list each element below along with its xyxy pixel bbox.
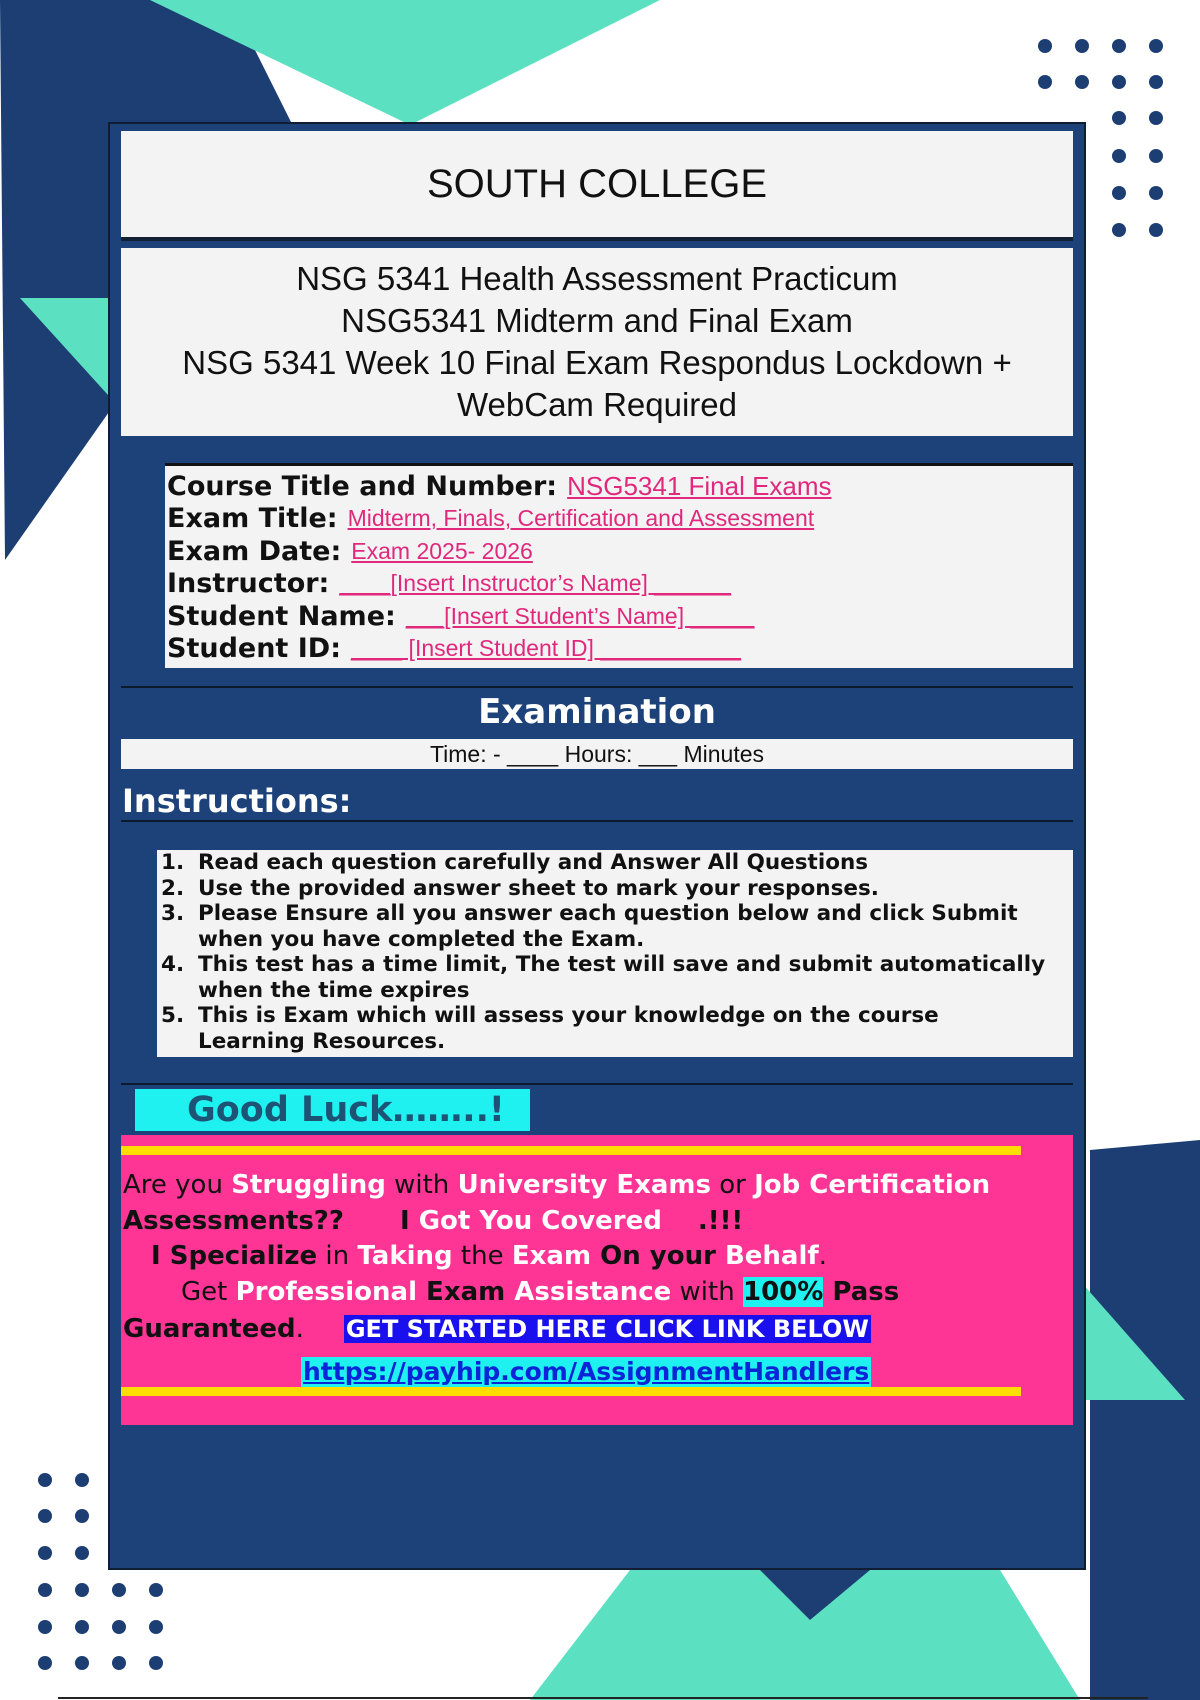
instruction-text — [198, 901, 1018, 952]
info-row-exam-title — [167, 503, 1073, 536]
promo-line-5 — [123, 1313, 871, 1345]
info-row-student-id — [167, 633, 1073, 666]
course-line: NSG5341 Midterm and Final Exam — [341, 302, 853, 339]
instruction-text — [198, 1003, 939, 1054]
payhip-link[interactable]: https://payhip.com/AssignmentHandlers — [303, 1357, 870, 1386]
exam-info-box — [165, 463, 1073, 668]
info-row-instructor — [167, 568, 1073, 601]
promo-text: Taking — [357, 1241, 453, 1271]
instructions-list — [161, 850, 1069, 1054]
instruction-text — [198, 952, 1045, 1003]
promo-text: Professional — [235, 1277, 417, 1307]
info-row-exam-date — [167, 535, 1073, 568]
instructions-box — [157, 850, 1073, 1057]
instruction-number: 5. — [161, 1003, 185, 1028]
promo-text: I — [151, 1241, 170, 1271]
instruction-item — [161, 876, 1069, 902]
instruction-line: when the time expires — [198, 977, 470, 1003]
instruction-line: Please Ensure all you answer each question below and click Submit — [198, 901, 1018, 926]
instruction-number: 4. — [161, 952, 185, 977]
promo-text: Pass — [823, 1277, 900, 1307]
instruction-line: Learning Resources. — [198, 1028, 446, 1054]
instruction-line: This is Exam which will assess your knowledge on the course — [198, 1003, 939, 1028]
course-title-box — [121, 248, 1073, 436]
instruction-item — [161, 850, 1069, 876]
college-title-box — [121, 131, 1073, 241]
get-started-button[interactable]: GET STARTED HERE CLICK LINK BELOW — [345, 1315, 869, 1343]
info-label: Instructor: — [167, 568, 330, 600]
navy-triangle-right — [1090, 1140, 1200, 1700]
course-line: NSG 5341 Health Assessment Practicum — [296, 260, 898, 297]
info-label: Exam Date: — [167, 535, 342, 567]
promo-text: or — [710, 1170, 755, 1200]
instruction-line: Read each question carefully and Answer All Questions — [198, 850, 869, 875]
promo-text: Exam — [417, 1277, 515, 1307]
info-label: Exam Title: — [167, 503, 338, 535]
info-row-student-name — [167, 600, 1073, 633]
promo-text: Struggling — [231, 1170, 386, 1200]
promo-text: On your — [591, 1241, 725, 1271]
course-line: WebCam Required — [456, 386, 738, 423]
promo-text: Get — [181, 1277, 236, 1307]
info-value-exam-title[interactable]: Midterm, Finals, Certification and Assessment — [347, 505, 815, 532]
promo-text: in — [317, 1241, 358, 1271]
info-value-exam-date[interactable]: Exam 2025- 2026 — [351, 537, 533, 564]
info-label: Course Title and Number: — [167, 470, 558, 502]
page-bottom-rule — [58, 1697, 1148, 1699]
info-value-instructor[interactable]: ____[Insert Instructor’s Name] ______ — [339, 570, 732, 597]
promo-text: . — [818, 1241, 827, 1271]
examination-heading: Examination — [478, 692, 716, 732]
promo-yellow-bar — [121, 1387, 1021, 1396]
promo-text: with — [385, 1170, 458, 1200]
promo-text: Are you — [123, 1170, 232, 1200]
promo-text: the — [452, 1241, 512, 1271]
divider — [121, 820, 1073, 822]
promo-line-1 — [123, 1169, 990, 1201]
promo-text: I — [399, 1206, 419, 1236]
promo-text: University Exams — [457, 1170, 711, 1200]
promo-text: Specialize — [169, 1241, 318, 1271]
promo-box — [121, 1135, 1073, 1425]
instruction-line: This test has a time limit, The test will save and submit automatically — [198, 952, 1046, 977]
course-line: NSG 5341 Week 10 Final Exam Respondus Lockdown + — [182, 344, 1012, 381]
promo-line-2 — [123, 1205, 743, 1237]
instruction-number: 1. — [161, 850, 185, 875]
promo-line-3 — [151, 1240, 827, 1272]
instruction-item — [161, 1003, 1069, 1054]
divider — [121, 1083, 1073, 1085]
instruction-text — [198, 850, 868, 876]
info-value-student-name[interactable]: ___[Insert Student’s Name] _____ — [405, 602, 755, 629]
promo-text: Guaranteed — [123, 1314, 296, 1344]
promo-highlight: 100% — [742, 1277, 824, 1307]
college-name: SOUTH COLLEGE — [426, 161, 768, 206]
info-value-course[interactable]: NSG5341 Final Exams — [567, 470, 832, 501]
promo-text: Got You Covered — [418, 1206, 662, 1236]
navy-triangle-top-right — [1000, 0, 1200, 30]
promo-text: .!!! — [697, 1206, 744, 1236]
promo-text: Assessments?? — [123, 1206, 344, 1236]
info-label: Student Name: — [167, 600, 396, 632]
good-luck-text: Good Luck……..! — [187, 1090, 505, 1130]
promo-text: . — [295, 1314, 304, 1344]
instruction-item — [161, 952, 1069, 1003]
instruction-number: 3. — [161, 901, 185, 926]
info-row-course — [167, 470, 1073, 503]
instruction-line: when you have completed the Exam. — [198, 926, 645, 952]
promo-text: Assistance — [514, 1277, 672, 1307]
divider — [121, 686, 1073, 688]
instructions-heading: Instructions: — [122, 782, 352, 820]
info-label: Student ID: — [167, 633, 341, 665]
instruction-line: Use the provided answer sheet to mark your responses. — [198, 875, 879, 901]
instruction-item — [161, 901, 1069, 952]
promo-text: Exam — [511, 1241, 592, 1271]
instruction-number: 2. — [161, 875, 185, 901]
promo-text: with — [671, 1277, 743, 1307]
good-luck-banner — [135, 1089, 530, 1131]
promo-text: Job Certification — [754, 1170, 991, 1200]
time-line: Time: - ____ Hours: ___ Minutes — [121, 739, 1073, 769]
promo-yellow-bar — [121, 1146, 1021, 1155]
promo-line-4 — [181, 1276, 899, 1308]
info-value-student-id[interactable]: ____ [Insert Student ID] ___________ — [351, 635, 742, 662]
promo-text: Behalf — [724, 1241, 819, 1271]
instruction-text — [198, 876, 879, 902]
